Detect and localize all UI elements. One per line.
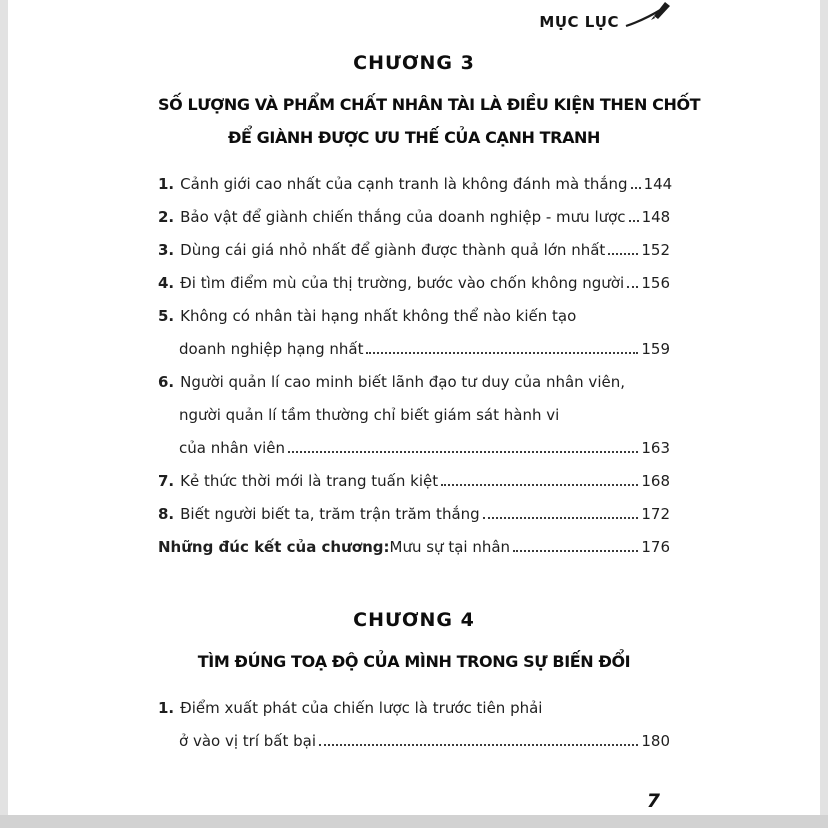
page-edge-bottom xyxy=(0,815,828,828)
entry-text: Biết người biết ta, trăm trận trăm thắng xyxy=(180,505,480,523)
toc-line xyxy=(158,339,670,359)
dot-leader xyxy=(319,744,638,746)
entry-number: 5. xyxy=(158,307,175,325)
toc-line xyxy=(158,240,670,260)
dot-leader xyxy=(483,517,639,519)
page-header xyxy=(539,10,670,34)
toc-line xyxy=(158,372,670,392)
chapter-title-line: SỐ LƯỢNG VÀ PHẨM CHẤT NHÂN TÀI LÀ ĐIỀU KIỆN THEN CHỐT xyxy=(158,95,701,114)
entry-number: 4. xyxy=(158,274,175,292)
page-edge-left xyxy=(0,0,8,815)
entry-number: 2. xyxy=(158,208,175,226)
toc-line xyxy=(158,438,670,458)
entry-number: 7. xyxy=(158,472,175,490)
toc-line xyxy=(158,174,673,194)
entry-text: Cảnh giới cao nhất của cạnh tranh là không đánh mà thắng xyxy=(180,175,628,193)
dot-leader xyxy=(513,550,638,552)
dot-leader xyxy=(631,187,641,189)
entry-text: Mưu sự tại nhân xyxy=(389,538,511,556)
chapter-section xyxy=(158,52,701,557)
table-of-contents xyxy=(158,0,701,751)
entry-number: 8. xyxy=(158,505,175,523)
toc-line xyxy=(158,731,670,751)
entry-number: 3. xyxy=(158,241,175,259)
entry-text: Kẻ thức thời mới là trang tuấn kiệt xyxy=(180,472,439,490)
toc-line xyxy=(158,273,670,293)
entry-page-number: 176 xyxy=(641,538,670,556)
entry-text: doanh nghiệp hạng nhất xyxy=(179,340,364,358)
dot-leader xyxy=(629,220,639,222)
page-footer xyxy=(647,790,660,812)
toc-line xyxy=(158,504,670,524)
entry-text: Điểm xuất phát của chiến lược là trước tiên phải xyxy=(180,699,543,717)
entry-number: 6. xyxy=(158,373,175,391)
entry-text: Dùng cái giá nhỏ nhất để giành được thành quả lớn nhất xyxy=(180,241,606,259)
entry-text: người quản lí tầm thường chỉ biết giám sát hành vi xyxy=(179,406,560,424)
entry-number: 1. xyxy=(158,175,175,193)
entry-text: Không có nhân tài hạng nhất không thể nào kiến tạo xyxy=(180,307,577,325)
entry-text: của nhân viên xyxy=(179,439,285,457)
entry-page-number: 152 xyxy=(641,241,670,259)
entry-page-number: 180 xyxy=(641,732,670,750)
entry-page-number: 163 xyxy=(641,439,670,457)
entry-bold-prefix: Những đúc kết của chương: xyxy=(158,538,390,556)
chapter-title xyxy=(158,645,670,678)
entry-page-number: 172 xyxy=(641,505,670,523)
page-edge-right xyxy=(820,0,828,815)
entry-text: Người quản lí cao minh biết lãnh đạo tư duy của nhân viên, xyxy=(180,373,625,391)
toc-line xyxy=(158,471,670,491)
entry-page-number: 156 xyxy=(641,274,670,292)
chapter-heading: CHƯƠNG 4 xyxy=(353,609,475,631)
entry-page-number: 159 xyxy=(641,340,670,358)
toc-header-label: MỤC LỤC xyxy=(539,13,619,31)
entry-number: 1. xyxy=(158,699,175,717)
dot-leader xyxy=(288,451,638,453)
dot-leader xyxy=(608,253,638,255)
dot-leader xyxy=(366,352,638,354)
dot-leader xyxy=(441,484,638,486)
chapter-section xyxy=(158,609,670,751)
toc-line xyxy=(158,306,670,326)
entry-page-number: 168 xyxy=(641,472,670,490)
toc-line xyxy=(158,405,670,425)
toc-line xyxy=(158,698,670,718)
entry-page-number: 148 xyxy=(641,208,671,226)
chapter-heading: CHƯƠNG 3 xyxy=(353,52,475,74)
entry-text: Bảo vật để giành chiến thắng của doanh nghiệp - mưu lược xyxy=(180,208,626,226)
page-number: 7 xyxy=(646,790,660,812)
entry-text: Đi tìm điểm mù của thị trường, bước vào chốn không người xyxy=(180,274,625,292)
toc-line xyxy=(158,537,670,557)
entry-page-number: 144 xyxy=(643,175,673,193)
dot-leader xyxy=(627,286,638,288)
chapter-title xyxy=(158,88,701,154)
entry-text: ở vào vị trí bất bại xyxy=(179,732,316,750)
toc-line xyxy=(158,207,670,227)
chapter-title-line: ĐỂ GIÀNH ĐƯỢC ƯU THẾ CỦA CẠNH TRANH xyxy=(227,128,601,147)
pen-icon xyxy=(624,0,670,34)
chapter-title-line: TÌM ĐÚNG TOẠ ĐỘ CỦA MÌNH TRONG SỰ BIẾN ĐỔI xyxy=(197,652,631,671)
